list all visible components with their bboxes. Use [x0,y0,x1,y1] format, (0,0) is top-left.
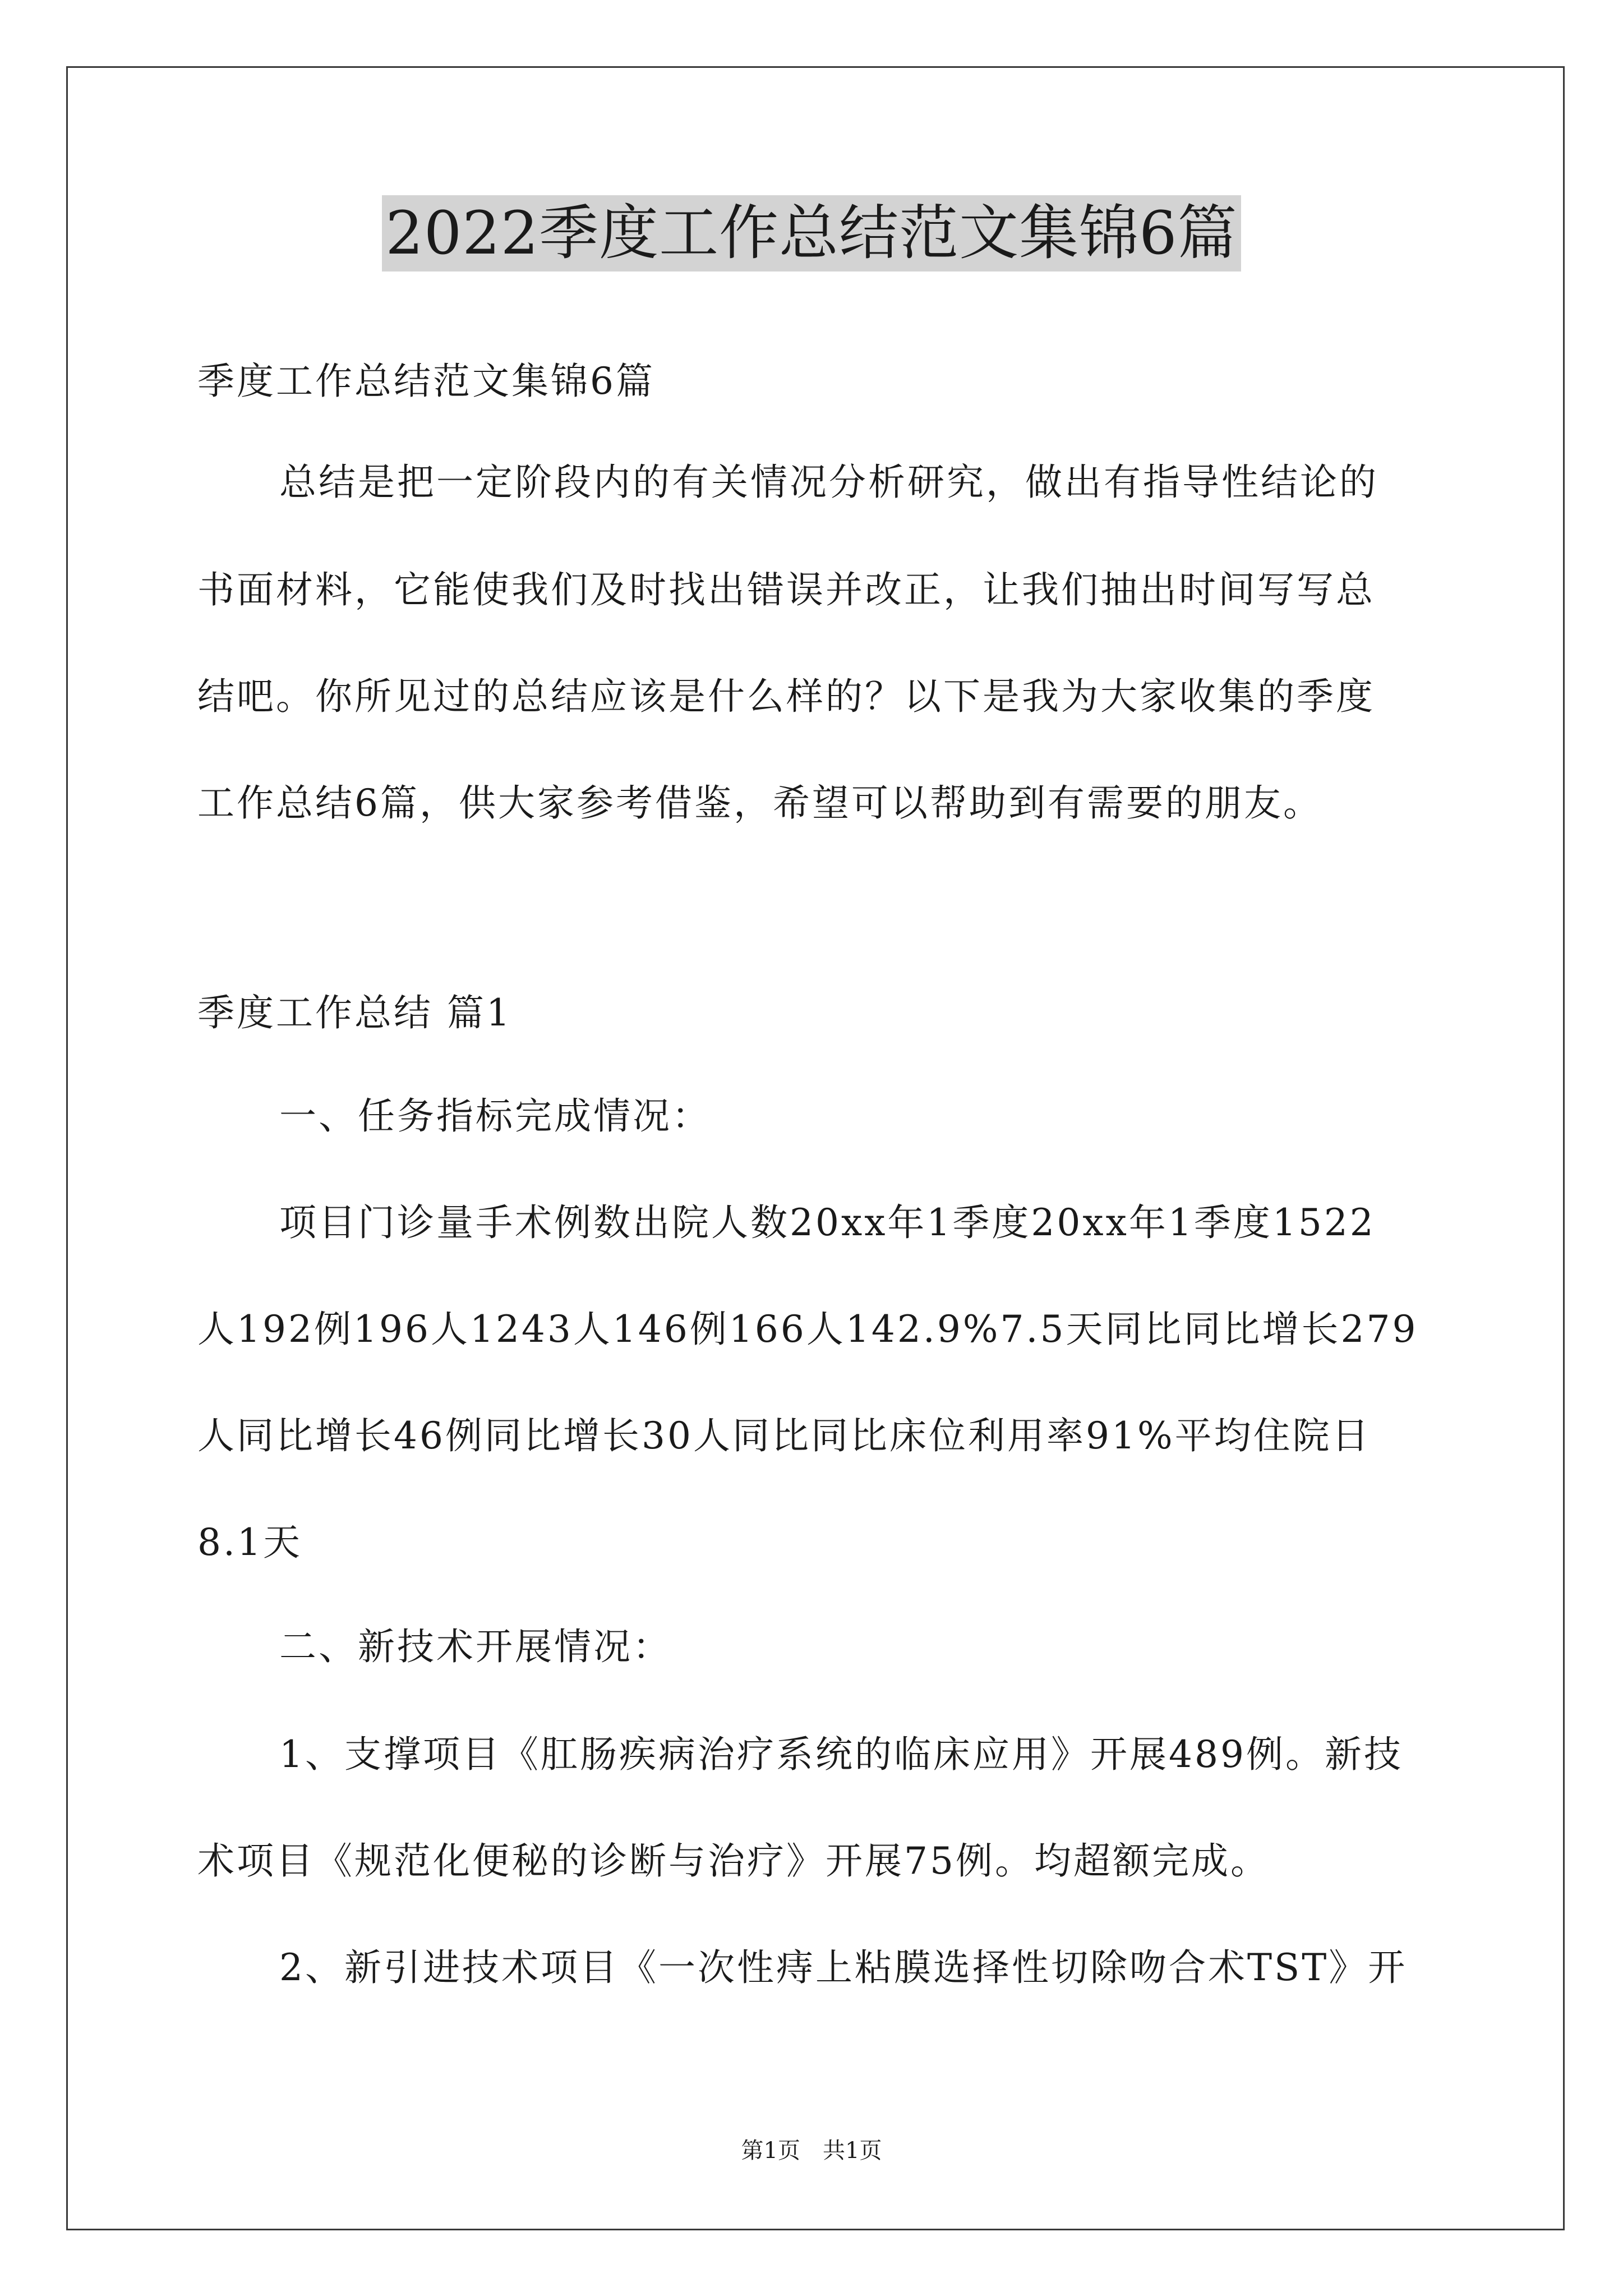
body-line: 2、新引进技术项目《一次性痔上粘膜选择性切除吻合术TST》开 [279,1946,1408,1989]
body-line: 工作总结6篇，供大家参考借鉴，希望可以帮助到有需要的朋友。 [197,781,1322,825]
body-line: 人同比增长46例同比增长30人同比同比床位利用率91%平均住院日 [197,1414,1371,1457]
body-line: 一、任务指标完成情况： [279,1094,711,1138]
body-line: 书面材料，它能使我们及时找出错误并改正，让我们抽出时间写写总 [197,568,1375,611]
page-footer: 第1页 共1页 [741,2138,882,2164]
body-line: 8.1天 [197,1521,302,1564]
body-line: 1、支撑项目《肛肠疾病治疗系统的临床应用》开展489例。新技 [279,1733,1403,1776]
body-line: 结吧。你所见过的总结应该是什么样的？以下是我为大家收集的季度 [197,675,1375,718]
body-line: 二、新技术开展情况： [279,1625,672,1668]
body-line: 人192例196人1243人146例166人142.9%7.5天同比同比增长279 [197,1308,1418,1351]
body-line: 术项目《规范化便秘的诊断与治疗》开展75例。均超额完成。 [197,1839,1270,1883]
title-container [0,195,1623,272]
section-heading: 季度工作总结 篇1 [197,991,512,1034]
document-title: 2022季度工作总结范文集锦6篇 [382,195,1241,272]
body-line: 总结是把一定阶段内的有关情况分析研究，做出有指导性结论的 [279,461,1378,504]
subtitle-line: 季度工作总结范文集锦6篇 [197,360,655,403]
body-line: 项目门诊量手术例数出院人数20xx年1季度20xx年1季度1522 [279,1201,1376,1244]
